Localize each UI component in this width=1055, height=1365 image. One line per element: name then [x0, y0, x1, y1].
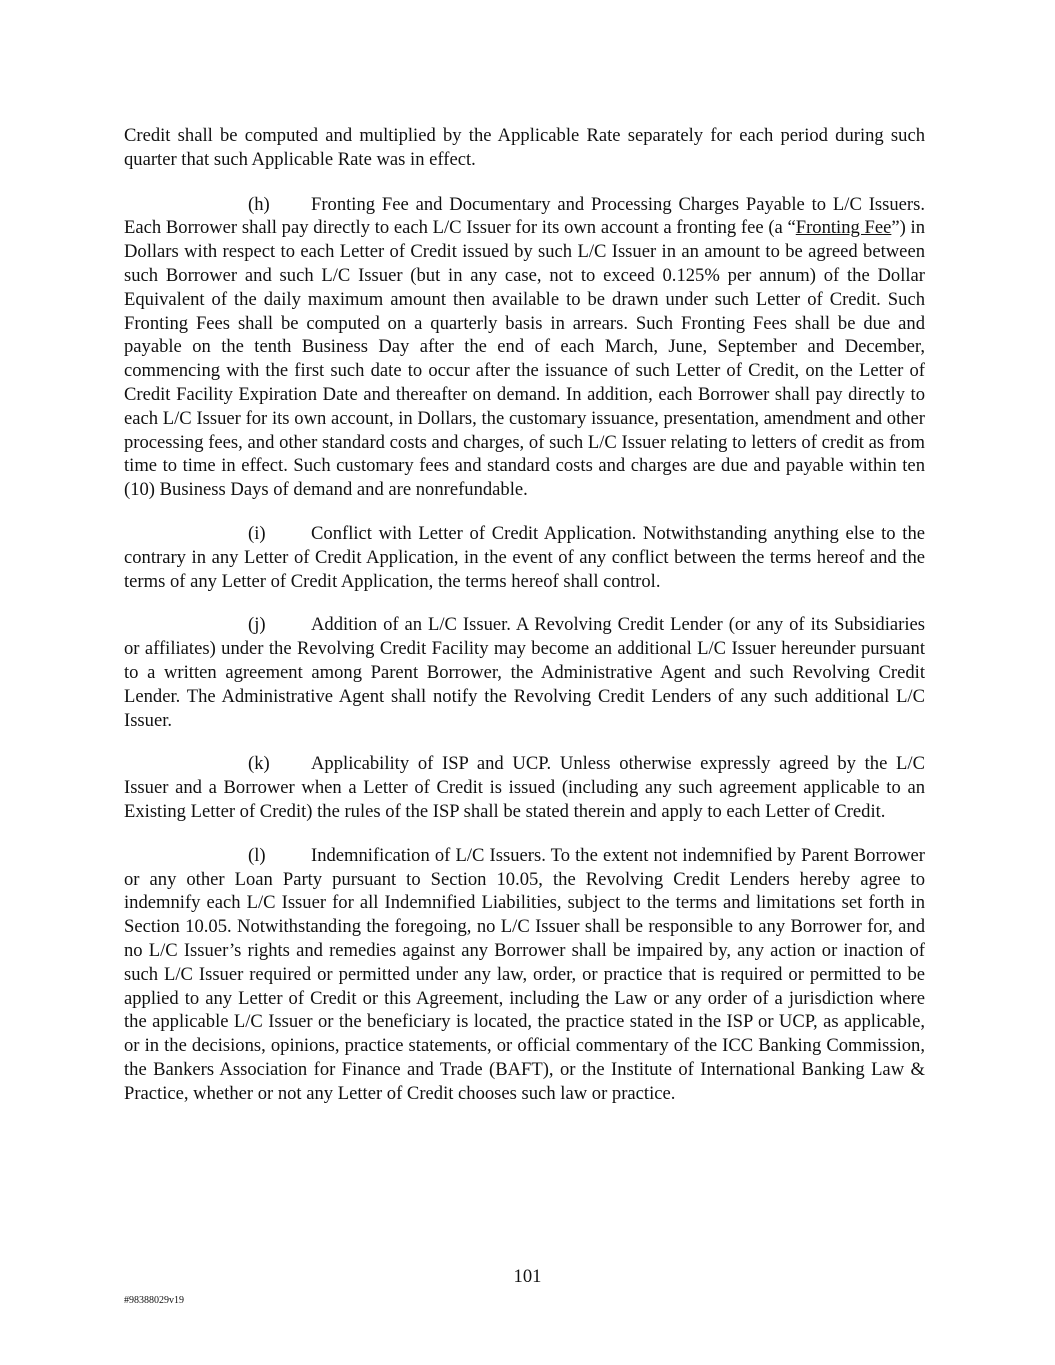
section-k [124, 752, 925, 823]
section-l [124, 844, 925, 1106]
intro-paragraph [124, 124, 925, 172]
section-title: Addition of an L/C Issuer. [311, 614, 511, 636]
section-marker: (j) [248, 614, 266, 636]
section-text: To the extent not indemnified by Parent Borrower or any other Loan Party pursuant to Section 10.05, the Revolving Credit Lenders hereby agree to indemnify each L/C Issuer for all Indemnified Liabilities, subject to the terms and limitations set forth in Section 10.05. Notwithstanding the foregoing, no L/C Issuer shall be responsible to any Borrower for, and no L/C Issuer’s rights and remedies against any Borrower shall be impaired by, any action or inaction of such L/C Issuer required or permitted under any law, order, or practice that is required or permitted to be applied to any Letter of Credit or this Agreement, including the Law or any order of a jurisdiction where the applicable L/C Issuer or the beneficiary is located, the practice stated in the ISP or UCP, as applicable, or in the decisions, opinions, practice statements, or official commentary of the ICC Banking Commission, the Bankers Association for Finance and Trade (BAFT), or the Institute of International Banking Law & Practice, whether or not any Letter of Credit chooses such law or practice. [124, 844, 925, 1104]
section-text: Each Borrower shall pay directly to each L/C Issuer for its own account a fronting fee (a “ [124, 217, 796, 239]
document-page [124, 124, 925, 1125]
section-title: Fronting Fee and Documentary and Processing Charges Payable to L/C Issuers. [311, 193, 925, 215]
section-text: A Revolving Credit Lender (or any of its Subsidiaries or affiliates) under the Revolving Credit Facility may become an additional L/C Issuer hereunder pursuant to a written agreement among Parent Borrower, the Administrative Agent and such Revolving Credit Lender. The Administrative Agent shall notify the Revolving Credit Lenders of any such additional L/C Issuer. [124, 614, 925, 731]
section-j [124, 613, 925, 732]
section-title: Conflict with Letter of Credit Application. [311, 522, 637, 544]
section-text: Unless otherwise expressly agreed by the L/C Issuer and a Borrower when a Letter of Credit is issued (including any such agreement applicable to an Existing Letter of Credit) the rules of the ISP shall be stated therein and apply to each Letter of Credit. [124, 753, 925, 822]
document-id: #98388029v19 [124, 1295, 184, 1306]
section-title: Indemnification of L/C Issuers. [311, 844, 546, 866]
defined-term-fronting-fee: Fronting Fee [795, 217, 892, 239]
section-h [124, 193, 925, 502]
section-marker: (l) [248, 844, 266, 866]
intro-text: Credit shall be computed and multiplied by the Applicable Rate separately for each period during such quarter that such Applicable Rate was in effect. [124, 125, 925, 170]
section-marker: (k) [248, 753, 270, 775]
section-text-continued: ”) in Dollars with respect to each Letter of Credit issued by such L/C Issuer in an amount to be agreed between such Borrower and such L/C Issuer (but in any case, not to exceed 0.125% per annum) of the Dollar Equivalent of the daily maximum amount then available to be drawn under such Letter of Credit. Such Fronting Fees shall be computed on a quarterly basis in arrears. Such Fronting Fees shall be due and payable on the tenth Business Day after the end of each March, June, September and December, commencing with the first such date to occur after the issuance of such Letter of Credit, on the Letter of Credit Facility Expiration Date and thereafter on demand. In addition, each Borrower shall pay directly to each L/C Issuer for its own account, in Dollars, the customary issuance, presentation, amendment and other processing fees, and other standard costs and charges, of such L/C Issuer relating to letters of credit as from time to time in effect. Such customary fees and standard costs and charges are due and payable within ten (10) Business Days of demand and are nonrefundable. [124, 217, 925, 501]
page-number: 101 [513, 1266, 542, 1287]
section-marker: (i) [248, 522, 266, 544]
section-marker: (h) [248, 193, 270, 215]
section-title: Applicability of ISP and UCP. [311, 753, 552, 775]
section-i [124, 522, 925, 593]
section-text: Notwithstanding anything else to the contrary in any Letter of Credit Application, in the event of any conflict between the terms hereof and the terms of any Letter of Credit Application, the terms hereof shall control. [124, 522, 926, 592]
